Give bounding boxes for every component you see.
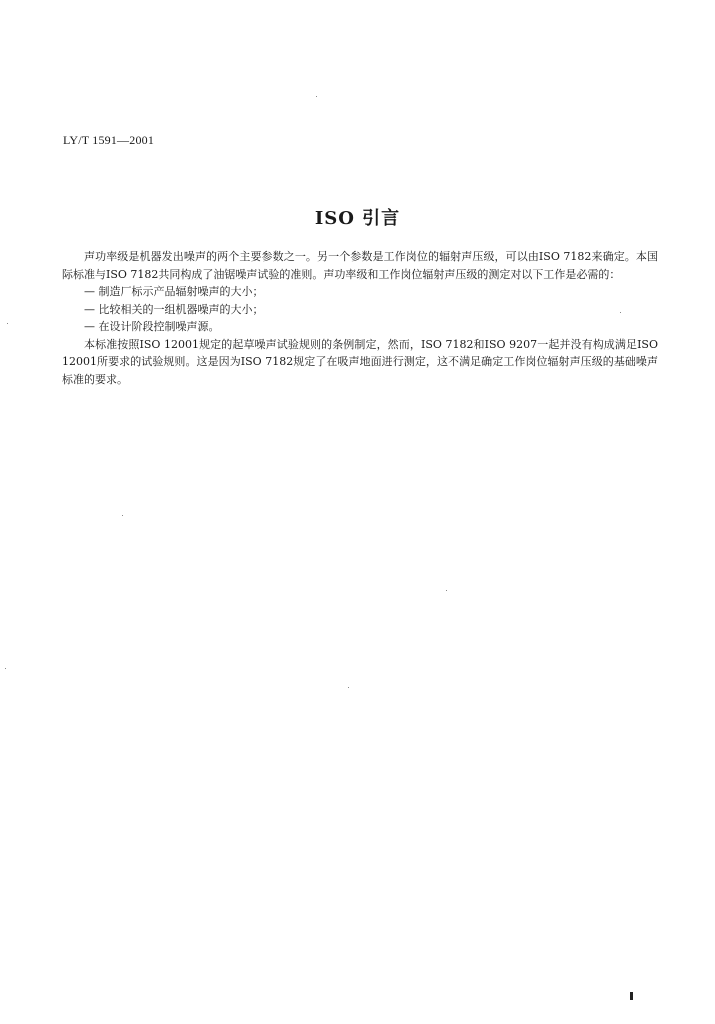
scan-speck <box>316 96 317 97</box>
scan-speck <box>122 515 123 516</box>
standard-code: LY/T 1591—2001 <box>63 133 155 147</box>
scan-speck <box>620 312 621 313</box>
scan-speck <box>7 323 8 324</box>
list-item: — 比较相关的一组机器噪声的大小； <box>84 302 264 316</box>
intro-paragraph: 声功率级是机器发出噪声的两个主要参数之一。另一个参数是工作岗位的辐射声压级，可以由ISO 7182来确定。本国际标准与ISO 7182共同构成了油锯噪声试验的准则。声功率级和工作岗位辐射声压级的测定对以下工作是必需的： <box>62 250 658 281</box>
page-mark <box>630 992 633 1000</box>
body-text <box>62 248 658 388</box>
list-item: — 在设计阶段控制噪声源。 <box>84 320 220 333</box>
closing-paragraph: 本标准按照ISO 12001规定的起草噪声试验规则的条例制定，然而，ISO 7182和ISO 9207一起并没有构成满足ISO 12001所要求的试验规则。这是因为ISO 7182规定了在吸声地面进行测定，这不满足确定工作岗位辐射声压级的基础噪声标准的要求。 <box>62 337 658 386</box>
scan-speck <box>446 590 447 591</box>
scan-speck <box>5 668 6 669</box>
page-title: ISO 引言 <box>314 208 401 229</box>
list-item: — 制造厂标示产品辐射噪声的大小； <box>84 285 264 298</box>
scan-speck <box>348 687 349 688</box>
